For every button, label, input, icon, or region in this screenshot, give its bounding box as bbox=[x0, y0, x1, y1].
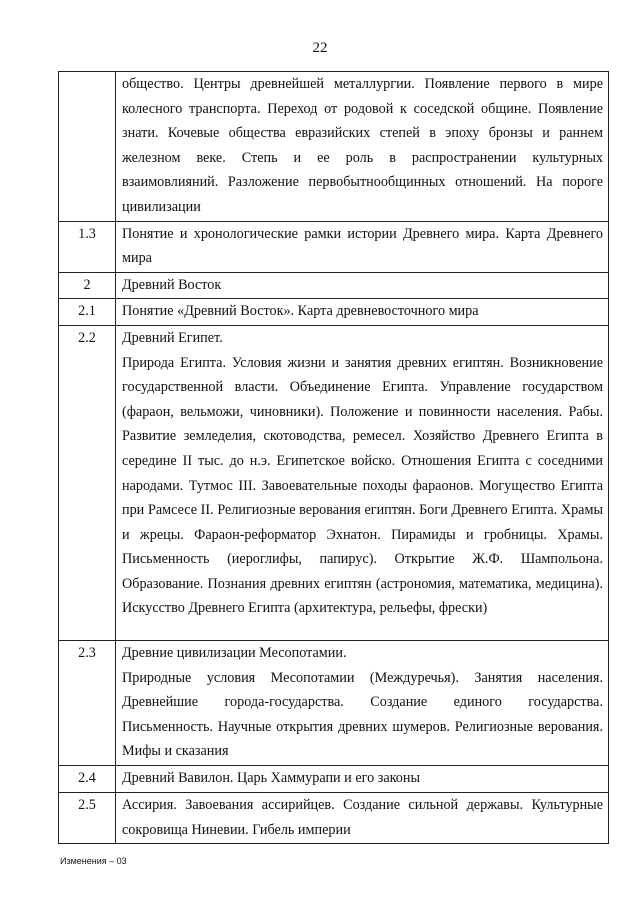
row-number: 1.3 bbox=[59, 221, 116, 272]
paragraph: Ассирия. Завоевания ассирийцев. Создание сильной державы. Культурные сокровища Ниневии. Гибель империи bbox=[122, 796, 603, 838]
row-content bbox=[116, 792, 609, 843]
row-number: 2.4 bbox=[59, 765, 116, 792]
revision-footer: Изменения – 03 bbox=[60, 856, 127, 866]
paragraph: Древний Восток bbox=[122, 276, 222, 293]
paragraph: Природные условия Месопотамии (Междуречья). Занятия населения. Древнейшие города-государства. Создание единого государства. Письменность. Научные открытия древних шумеров. Религиозные верования. Мифы и сказания bbox=[122, 669, 603, 760]
row-number bbox=[59, 72, 116, 222]
row-content bbox=[116, 72, 609, 222]
row-number: 2.3 bbox=[59, 640, 116, 765]
paragraph: Природа Египта. Условия жизни и занятия древних египтян. Возникновение государственной власти. Объединение Египта. Управление государством (фараон, вельможи, чиновники). Положение и повинности населения. Рабы. Развитие земледелия, скотоводства, ремесел. Хозяйство Древнего Египта в середине II тыс. до н.э. Египетское войско. Отношения Египта с соседними народами. Тутмос III. Завоевательные походы фараонов. Могущество Египта при Рамсесе II. Религиозные верования египтян. Боги Древнего Египта. Храмы и жрецы. Фараон-реформатор Эхнатон. Пирамиды и гробницы. Храмы. Письменность (иероглифы, папирус). Открытие Ж.Ф. Шампольона. Образование. Познания древних египтян (астрономия, математика, медицина). Искусство Древнего Египта (архитектура, рельефы, фрески) bbox=[122, 354, 603, 617]
row-content bbox=[116, 221, 609, 272]
table-row bbox=[59, 299, 609, 326]
row-content bbox=[116, 765, 609, 792]
table-row bbox=[59, 325, 609, 640]
row-number: 2 bbox=[59, 272, 116, 299]
row-content bbox=[116, 325, 609, 640]
paragraph: Понятие «Древний Восток». Карта древневосточного мира bbox=[122, 303, 479, 320]
paragraph: Древний Египет. bbox=[122, 329, 223, 346]
row-content bbox=[116, 299, 609, 326]
table-row bbox=[59, 72, 609, 222]
row-number: 2.2 bbox=[59, 325, 116, 640]
table-row bbox=[59, 640, 609, 765]
row-content bbox=[116, 272, 609, 299]
paragraph: Древние цивилизации Месопотамии. bbox=[122, 644, 347, 661]
paragraph: Понятие и хронологические рамки истории Древнего мира. Карта Древнего мира bbox=[122, 225, 603, 267]
table-row bbox=[59, 765, 609, 792]
row-number: 2.5 bbox=[59, 792, 116, 843]
table-row bbox=[59, 221, 609, 272]
row-number: 2.1 bbox=[59, 299, 116, 326]
paragraph: общество. Центры древнейшей металлургии. Появление первого в мире колесного транспорта. Переход от родовой к соседской общине. Появление знати. Кочевые общества евразийских степей в эпоху бронзы и раннем железном веке. Степь и ее роль в распространении культурных взаимовлияний. Разложение первобытнообщинных отношений. На пороге цивилизации bbox=[122, 76, 603, 215]
curriculum-table bbox=[58, 71, 609, 844]
table-row bbox=[59, 272, 609, 299]
paragraph: Древний Вавилон. Царь Хаммурапи и его законы bbox=[122, 769, 421, 786]
table-row bbox=[59, 792, 609, 843]
row-content bbox=[116, 640, 609, 765]
page-number: 22 bbox=[312, 40, 328, 56]
